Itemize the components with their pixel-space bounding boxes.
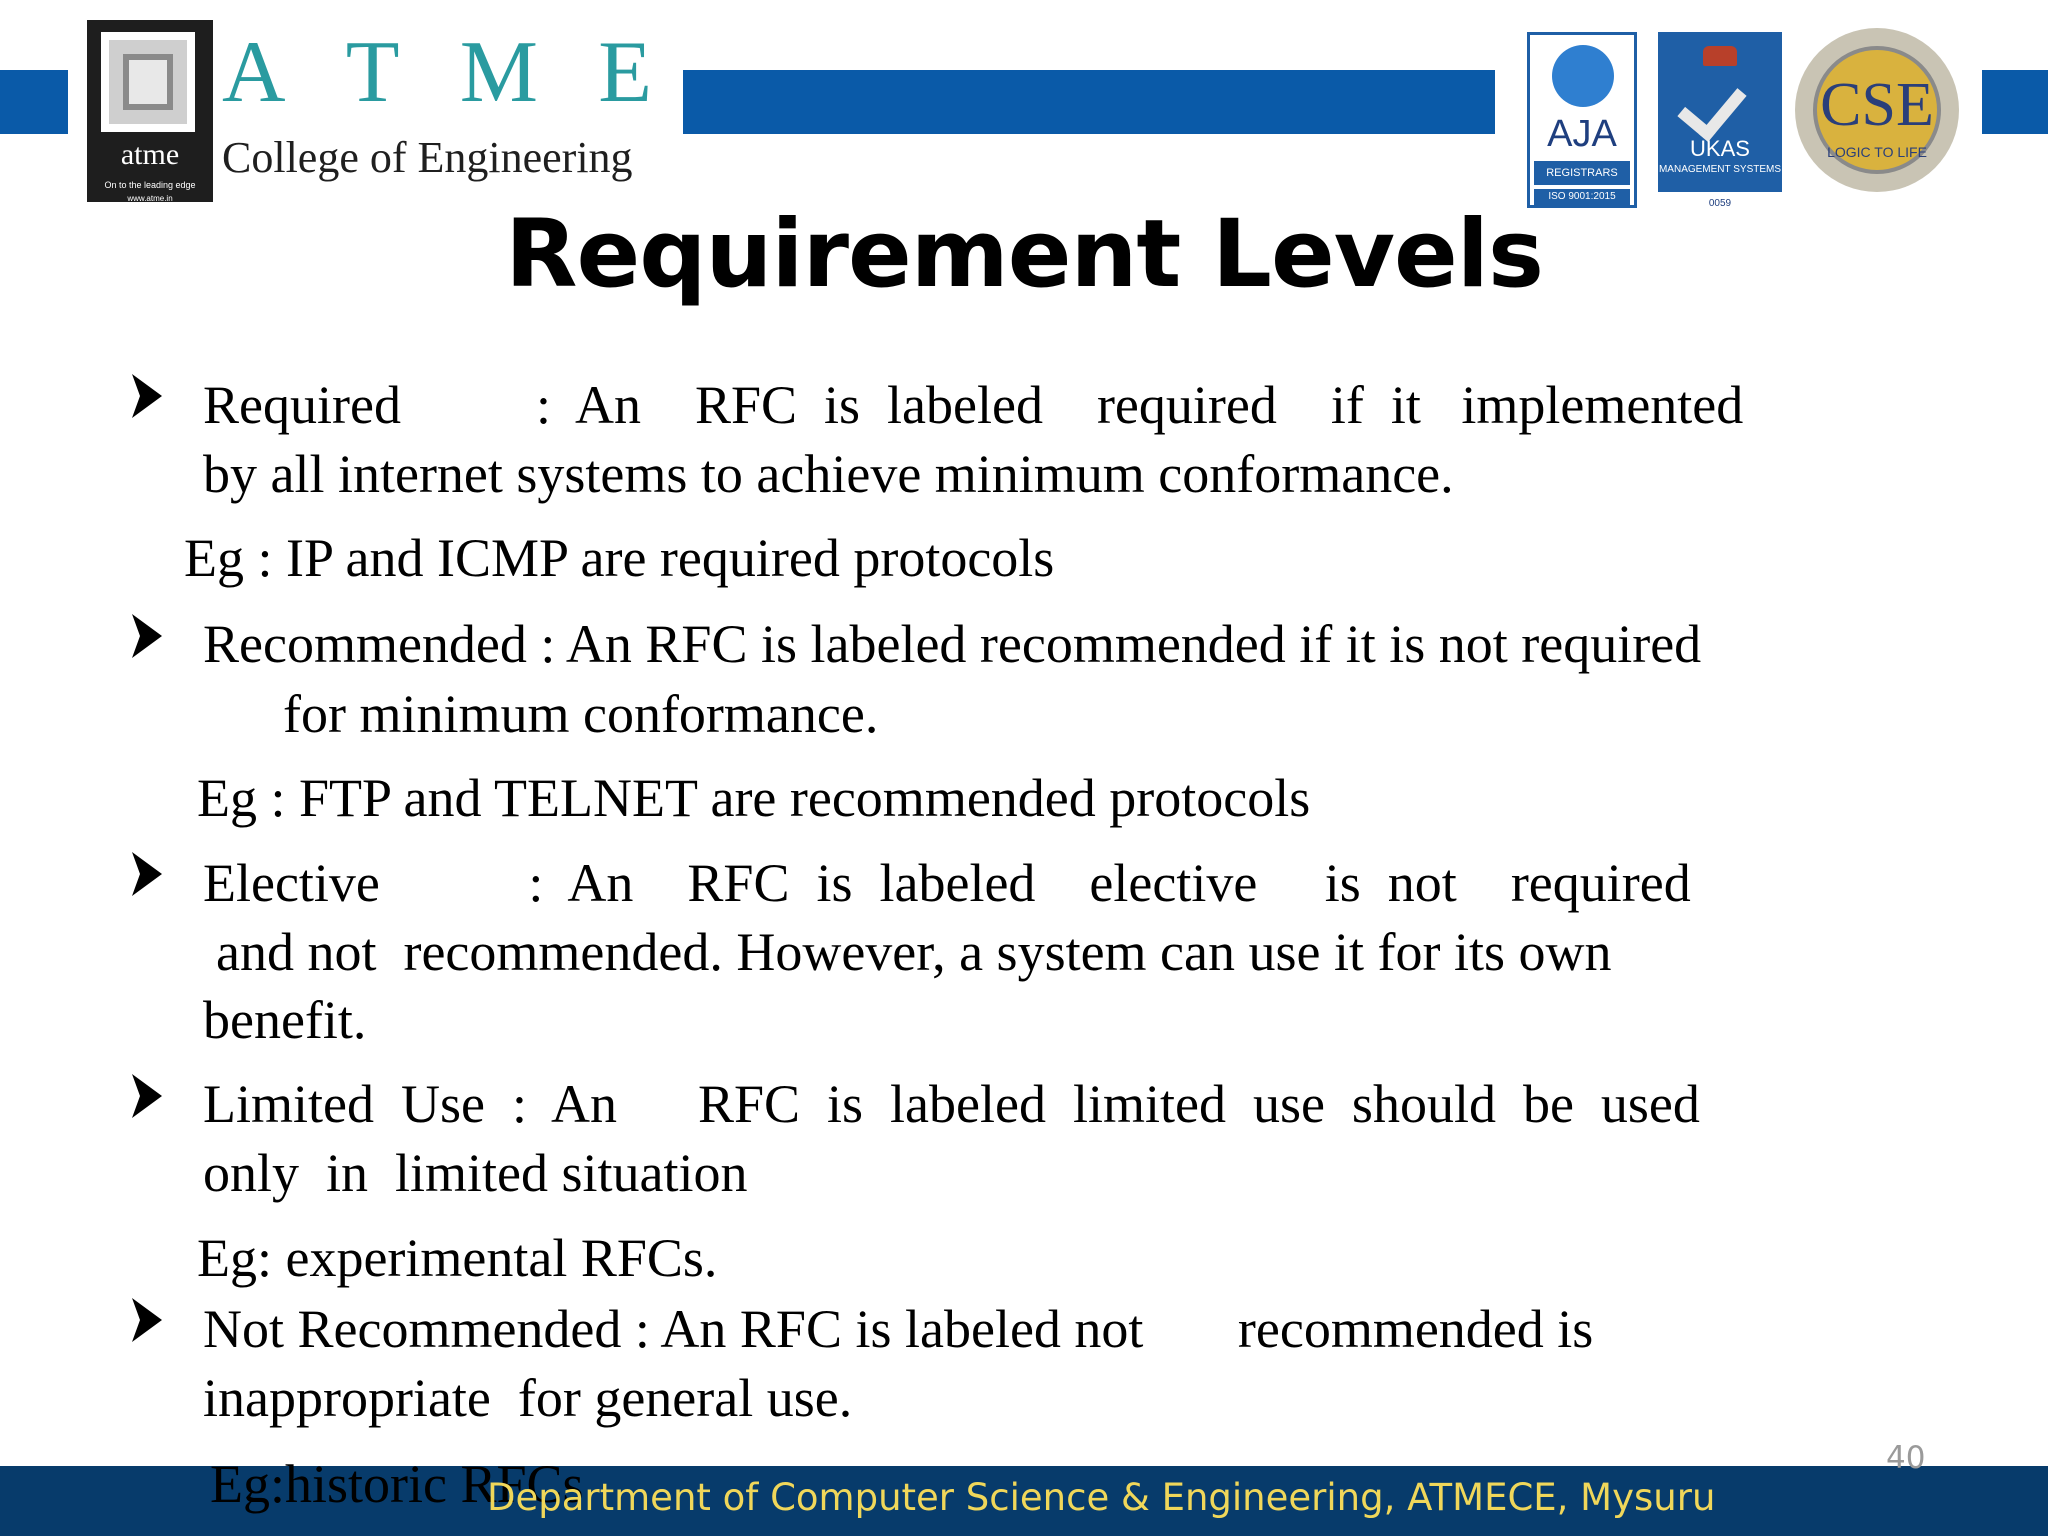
bullet-not-recommended: Not Recommended : An RFC is labeled not recommended is xyxy=(203,1299,1594,1359)
page-number: 40 xyxy=(1886,1440,1926,1476)
bullet-elective: Elective : An RFC is labeled elective is not required xyxy=(203,853,1691,913)
footer-department: Department of Computer Science & Engineering, ATMECE, Mysuru xyxy=(487,1476,1716,1519)
header-band-middle xyxy=(683,70,1495,134)
text-line: and not recommended. However, a system can use it for its own xyxy=(216,922,1612,982)
brand-letter: M xyxy=(459,24,539,121)
logo-tagline: On to the leading edge xyxy=(104,180,196,190)
bullet-recommended: Recommended : An RFC is labeled recommended if it is not required xyxy=(203,614,1702,674)
brand-name xyxy=(222,24,652,121)
cse-motto: LOGIC TO LIFE xyxy=(1827,144,1927,160)
bullet-arrow-icon xyxy=(130,1296,164,1344)
bullet-arrow-icon xyxy=(130,1072,164,1120)
text-line: for minimum conformance. xyxy=(283,684,879,744)
bullet-required: Required : An RFC is labeled required if it implemented xyxy=(203,375,1744,435)
example-line: Eg : IP and ICMP are required protocols xyxy=(184,528,1055,588)
brand-letter: A xyxy=(222,24,286,121)
crown-icon xyxy=(1703,46,1737,66)
header-band-left xyxy=(0,70,68,134)
ukas-number: 0059 xyxy=(1708,198,1732,209)
ukas-name: UKAS xyxy=(1690,136,1750,161)
header-band-right xyxy=(1982,70,2048,134)
text-line: benefit. xyxy=(203,990,367,1050)
globe-icon xyxy=(1552,45,1614,107)
aja-name: AJA xyxy=(1547,113,1617,155)
aja-certification-logo xyxy=(1527,32,1637,208)
example-line: Eg : FTP and TELNET are recommended protocols xyxy=(197,768,1311,828)
slide-title: Requirement Levels xyxy=(505,200,1543,309)
ukas-systems: MANAGEMENT SYSTEMS xyxy=(1658,164,1782,175)
bullet-arrow-icon xyxy=(130,850,164,898)
brand-letter: T xyxy=(345,24,400,121)
logo-url: www.atme.in xyxy=(127,194,173,203)
ukas-certification-logo xyxy=(1658,32,1782,192)
cse-name: CSE xyxy=(1820,71,1934,139)
text-line: only in limited situation xyxy=(203,1143,748,1203)
cse-department-seal xyxy=(1795,28,1959,192)
text-line: inappropriate for general use. xyxy=(203,1368,853,1428)
text-line: by all internet systems to achieve minimum conformance. xyxy=(203,444,1454,504)
aja-registrars: REGISTRARS xyxy=(1534,161,1630,185)
bullet-limited-use: Limited Use : An RFC is labeled limited use should be used xyxy=(203,1074,1700,1134)
logo-word: atme xyxy=(120,138,180,171)
example-line: Eg:historic RFCs xyxy=(210,1454,584,1514)
brand-letter: E xyxy=(598,24,652,121)
bullet-arrow-icon xyxy=(130,612,164,660)
bullet-arrow-icon xyxy=(130,372,164,420)
brand-subtitle: College of Engineering xyxy=(222,133,633,182)
logo-square-icon xyxy=(101,32,195,132)
college-logo xyxy=(87,20,213,202)
checkmark-icon xyxy=(1677,70,1746,142)
example-line: Eg: experimental RFCs. xyxy=(197,1228,718,1288)
aja-iso: ISO 9001:2015 xyxy=(1534,189,1630,205)
